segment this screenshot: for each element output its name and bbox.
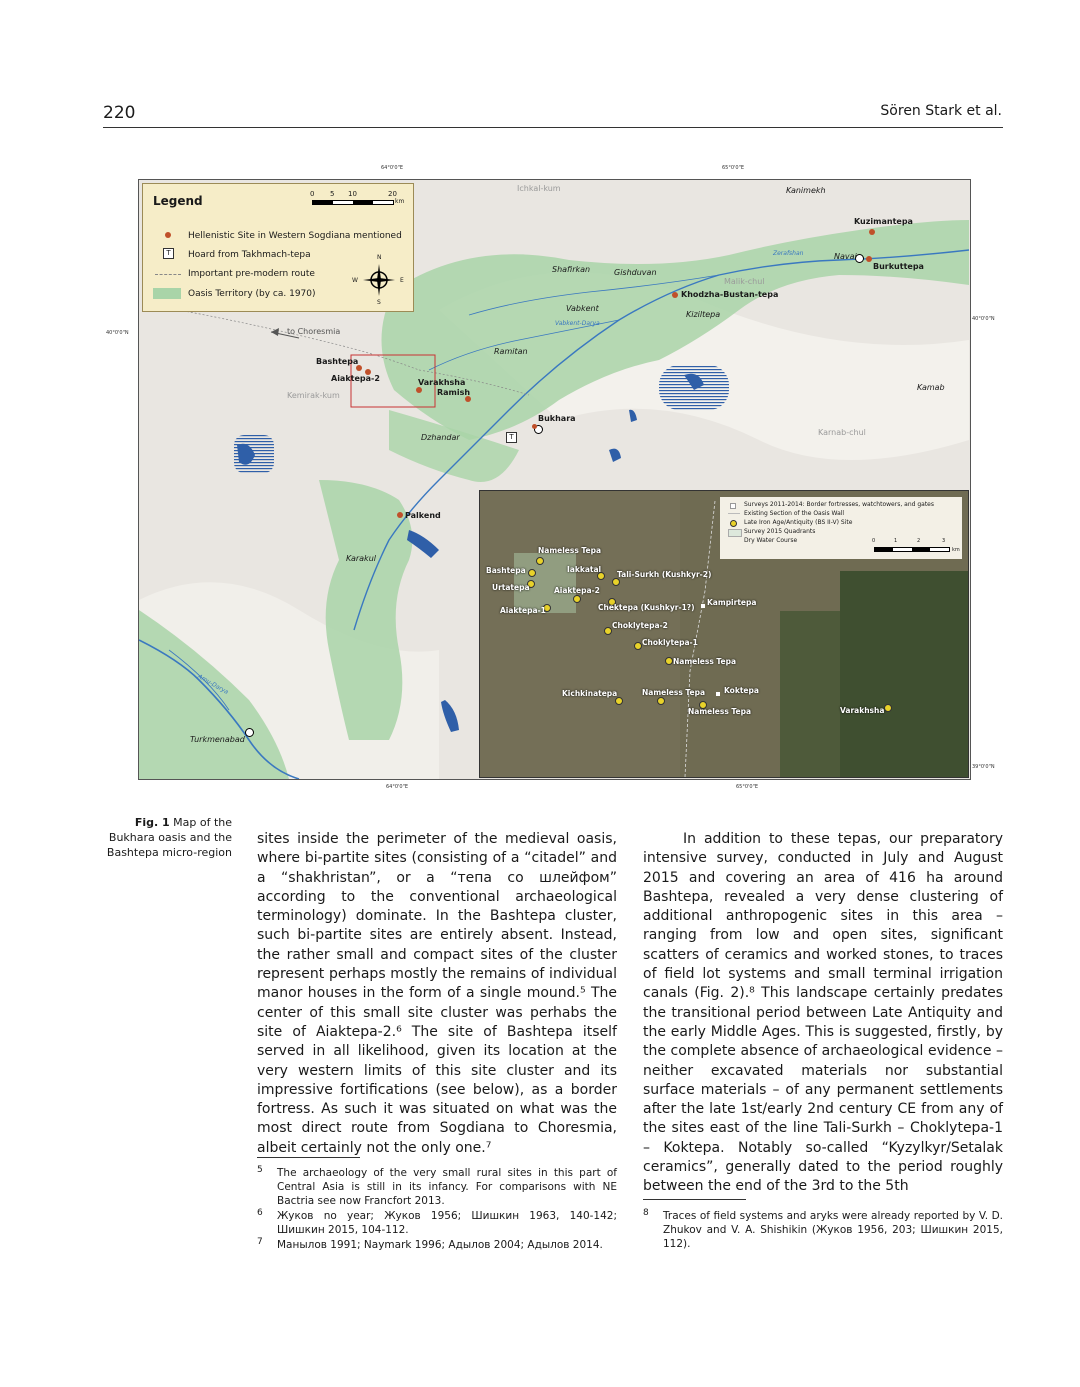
place-label: Karakul <box>346 554 376 563</box>
tick-40n-right: 40°0'0"N <box>972 316 995 322</box>
site-label: Varakhsha <box>418 378 466 387</box>
site-dot-yellow-icon <box>612 578 620 586</box>
tick-39n-right: 39°0'0"N <box>972 764 995 770</box>
place-label: Turkmenabad <box>190 735 245 744</box>
page-number: 220 <box>103 103 136 123</box>
river-label: Zerafshan <box>773 250 804 257</box>
inset-site-label: Kampirtepa <box>707 598 757 607</box>
place-label: Navai <box>834 252 857 261</box>
site-dot-yellow-icon <box>615 697 623 705</box>
fortress-square-icon <box>730 503 736 509</box>
footnote-rule <box>643 1199 746 1200</box>
wall-line-icon <box>728 513 740 514</box>
site-dot-yellow-icon <box>730 520 737 527</box>
legend-item-route: Important pre-modern route <box>188 269 315 279</box>
site-dot-icon <box>672 292 678 298</box>
site-dot-yellow-icon <box>634 642 642 650</box>
site-dot-yellow-icon <box>536 557 544 565</box>
inset-site-label: Chektepa (Kushkyr-1?) <box>598 603 695 612</box>
header-rule <box>103 127 1003 128</box>
body-column-right <box>643 830 1003 1197</box>
body-column-left <box>257 830 617 1158</box>
fortress-square-icon <box>716 692 720 696</box>
inset-site-label: Nameless Tepa <box>673 657 737 666</box>
site-dot-yellow-icon <box>528 569 536 577</box>
town-circle-icon <box>245 728 254 737</box>
site-label: Ramish <box>437 388 471 397</box>
site-dot-icon <box>866 256 872 262</box>
site-dot-yellow-icon <box>884 704 892 712</box>
place-label: Dzhandar <box>421 433 460 442</box>
legend-item-oasis: Oasis Territory (by ca. 1970) <box>188 289 316 299</box>
oasis-swatch-icon <box>153 288 181 299</box>
inset-site-label: Varakhsha <box>840 706 885 715</box>
place-label: Kiziltepa <box>686 310 721 319</box>
inset-site-label: Aiaktepa-1 <box>500 606 546 615</box>
hoard-icon: T <box>163 248 174 259</box>
inset-site-label: Nameless Tepa <box>538 546 602 555</box>
tick-65e-top: 65°0'0"E <box>722 165 745 171</box>
quadrant-swatch-icon <box>728 529 742 537</box>
footnote: 5 The archaeology of the very small rural sites in this part of Central Asia is still in its infancy. For comparisons with NE Bactria see now Francfort 2013. <box>257 1165 617 1207</box>
footnote: 8 Traces of field systems and aryks were already reported by V. D. Zhukov and V. A. Shishikin (Жуков 1956, 203; Шишкин 2015, 112). <box>643 1208 1003 1250</box>
site-dot-yellow-icon <box>604 627 612 635</box>
site-label: Khodzha-Bustan-tepa <box>681 290 779 299</box>
tick-40n-left: 40°0'0"N <box>106 330 129 336</box>
place-label: Karnab-chul <box>818 428 866 437</box>
site-dot-yellow-icon <box>665 657 673 665</box>
place-label: Kemirak-kum <box>287 391 340 400</box>
place-label: Gishduvan <box>614 268 657 277</box>
paragraph: sites inside the perimeter of the medieval oasis, where bi-partite sites (consisting of a “citadel” and a “shakhristan”, or a “тепа со шлейфом” according to the conventional archaeological terminology) dominate. In the Bashtepa cluster, such bi-partite sites are entirely absent. Instead, the rather small and compact sites of the cluster represent perhaps mostly the remains of individual manor houses in the form of a single mound.⁵ The center of this small site cluster was perhabs the site of Aiaktepa-2.⁶ The site of Bashtepa itself served in all likelihood, given its location at the very western limits of this site cluster and its impressive fortifications (see below), as a border fortress. As such it was situated on what was the most direct route from Sogdiana to Choresmia, albeit certainly not the only one.⁷ <box>257 831 617 1156</box>
site-label: Burkuttepa <box>873 262 924 271</box>
site-dot-icon <box>165 232 171 238</box>
route-line-icon <box>155 274 181 275</box>
inset-site-label: Choklytepa-2 <box>612 621 668 630</box>
place-label: Kamab <box>917 383 945 392</box>
inset-site-label: Iakkatal <box>567 565 602 574</box>
caption-text: Map of the Bukhara oasis and the Bashtepa micro-region <box>106 816 232 859</box>
site-label: Aiaktepa-2 <box>331 374 380 383</box>
tick-64e-top: 64°0'0"E <box>381 165 404 171</box>
running-author: Sören Stark et al. <box>880 103 1002 119</box>
inset-site-label: Nameless Tepa <box>688 707 752 716</box>
figure-caption <box>100 815 232 860</box>
place-label: Shafirkan <box>552 265 591 274</box>
tick-64e-bottom: 64°0'0"E <box>386 784 409 790</box>
site-dot-icon <box>532 424 537 429</box>
site-label: Kuzimantepa <box>854 217 913 226</box>
inset-site-label: Nameless Tepa <box>642 688 706 697</box>
inset-scale-bar <box>874 547 950 552</box>
caption-label: Fig. 1 <box>134 816 170 829</box>
place-label: Ichkal-kum <box>517 184 561 193</box>
inset-site-label: Koktepa <box>724 686 759 695</box>
site-dot-icon <box>397 512 403 518</box>
paragraph: In addition to these tepas, our preparatory intensive survey, conducted in July and August 2015 and covering an area of 416 ha around Bashtepa, revealed a very dense clustering of additional anthropogenic sites in this area – ranging from low and open sites, significant scatters of ceramics and worked stones, to traces of field lot systems and small terminal irrigation canals (Fig. 2).⁸ This landscape certainly predates the transitional period between Late Antiquity and the early Middle Ages. This is suggested, firstly, by the complete absence of archaeological evidence – neither excavated materials nor substantial surface materials – of any permanent settlements after the late 1st/early 2nd century CE from any of the sites east of the line Tali-Surkh – Choklytepa-1 – Koktepa. Notably so-called “Kyzylkyr/Setalak ceramics”, generally dated to the period roughly between the end of the 3rd to the 5th <box>643 831 1003 1195</box>
tick-65e-bottom: 65°0'0"E <box>736 784 759 790</box>
place-label: Kanimekh <box>786 186 826 195</box>
site-dot-yellow-icon <box>573 595 581 603</box>
footnote: 6 Жуков no year; Жуков 1956; Шишкин 1963, 140-142; Шишкин 2015, 104-112. <box>257 1208 617 1236</box>
legend-item-hoard: Hoard from Takhmach-tepa <box>188 250 311 260</box>
river-label: Amu-Darya <box>196 672 230 697</box>
inset-site-label: Choklytepa-1 <box>642 638 698 647</box>
hoard-icon: T <box>506 432 517 443</box>
site-label: Bashtepa <box>316 357 359 366</box>
inset-site-label: Kichkinatepa <box>562 689 618 698</box>
site-dot-icon <box>869 229 875 235</box>
map-legend: Legend 0 5 10 20 km Hellenistic Site in Western Sogdiana mentioned T Hoard from Takhmach-tepa Important pre-modern route Oasis Territory (by ca. 1970) N S E W <box>142 183 414 312</box>
site-label: Bukhara <box>538 414 576 423</box>
river-label: Vabkent-Darya <box>555 320 600 327</box>
inset-site-label: Tali-Surkh (Kushkyr-2) <box>617 570 712 579</box>
footnote-rule <box>257 1157 360 1158</box>
place-label: Malik-chul <box>724 277 765 286</box>
inset-site-label: Aiaktepa-2 <box>554 586 600 595</box>
route-label: to Choresmia <box>287 327 341 336</box>
footnote: 7 Манылов 1991; Naymark 1996; Адылов 2004; Адылов 2014. <box>257 1237 603 1251</box>
site-label: Palkend <box>405 511 441 520</box>
place-label: Ramitan <box>494 347 528 356</box>
inset-site-label: Bashtepa <box>486 566 526 575</box>
legend-title: Legend <box>153 194 203 208</box>
fortress-square-icon <box>701 604 705 608</box>
inset-legend: Surveys 2011-2014: Border fortresses, watchtowers, and gates Existing Section of the Oasis Wall Late Iron Age/Antiquity (BS II-V) Site Survey 2015 Quadrants Dry Water Course 0 1 2 3 km <box>720 497 962 559</box>
place-label: Vabkent <box>566 304 599 313</box>
site-dot-icon <box>416 387 422 393</box>
legend-item-site: Hellenistic Site in Western Sogdiana mentioned <box>188 231 402 241</box>
site-dot-yellow-icon <box>657 697 665 705</box>
inset-site-label: Urtatepa <box>492 583 530 592</box>
